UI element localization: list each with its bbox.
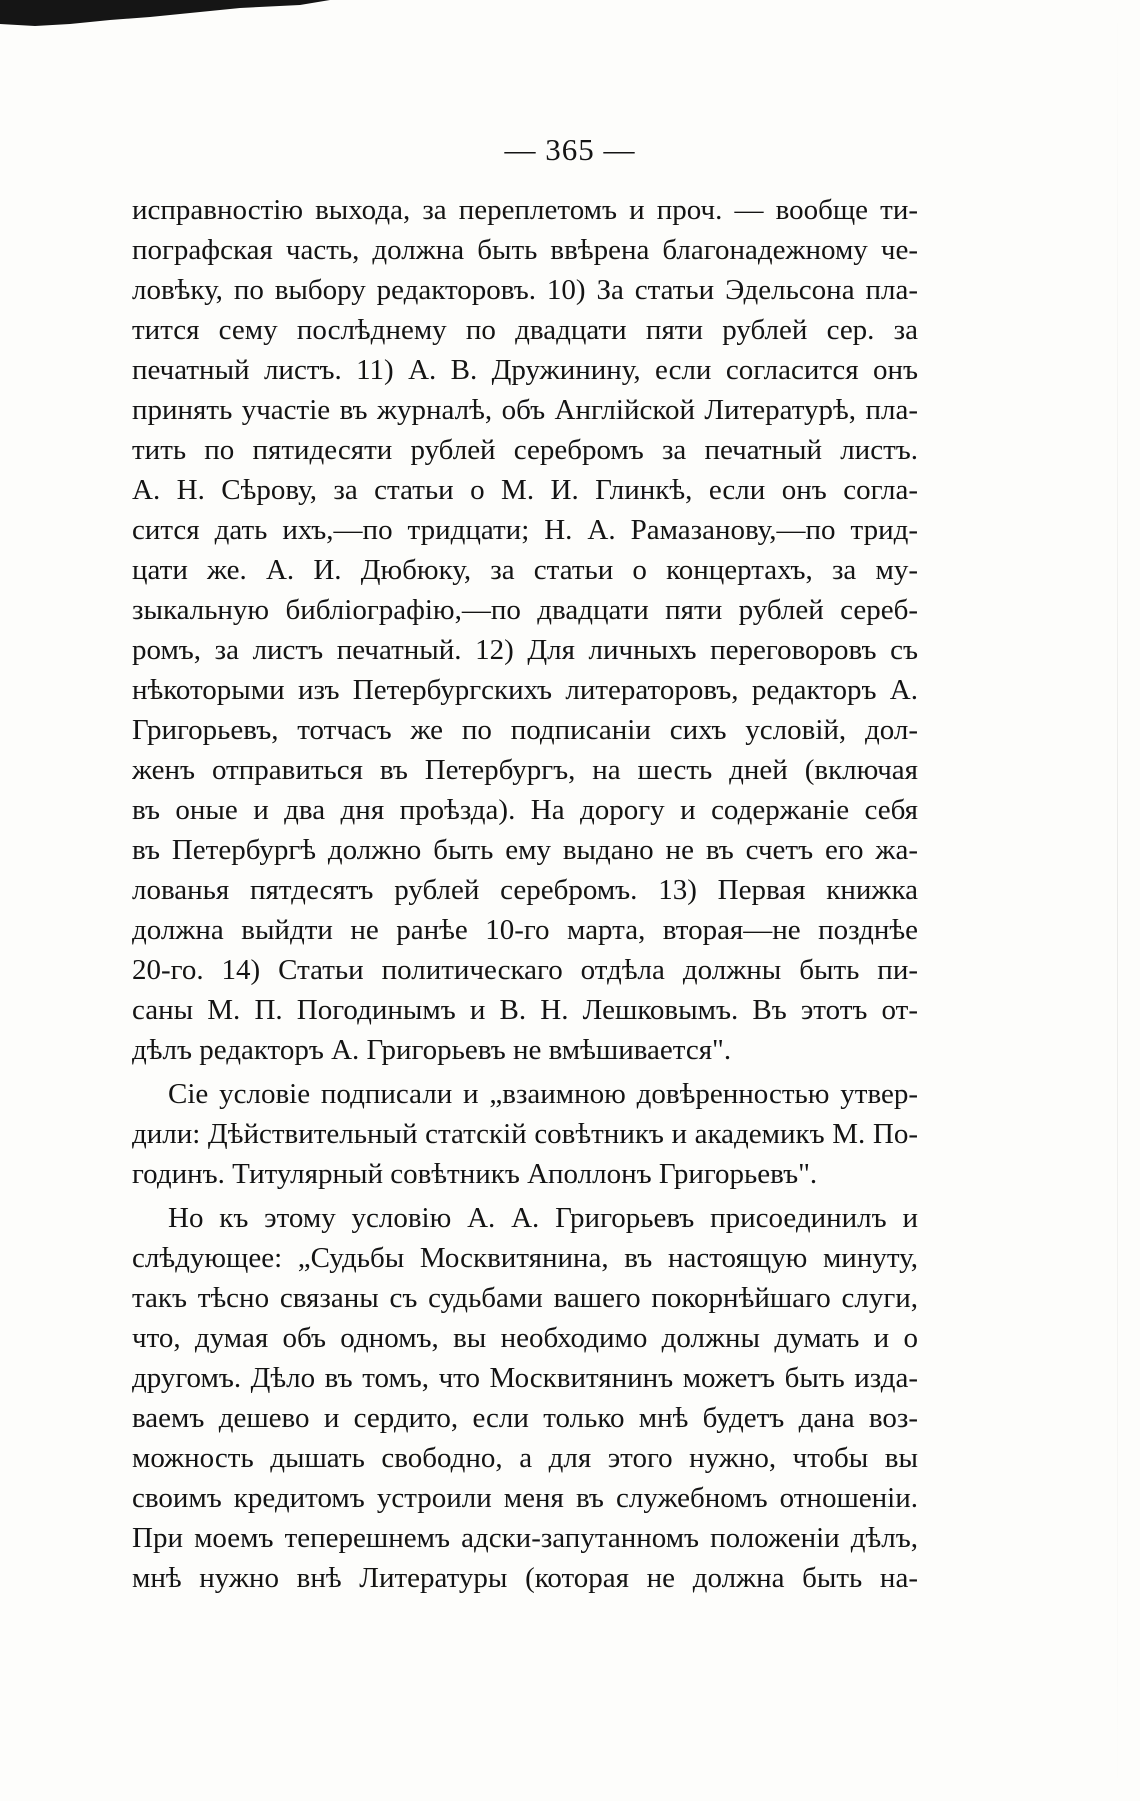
text-line: лованья пятдесятъ рублей серебромъ. 13) Первая книжка	[132, 874, 918, 906]
text-line: печатный листъ. 11) А. В. Дружинину, если согласится онъ	[132, 354, 918, 386]
text-line: исправностію выхода, за переплетомъ и проч. — вообще ти-	[132, 194, 918, 226]
text-line: ромъ, за листъ печатный. 12) Для личныхъ переговоровъ съ	[132, 634, 918, 666]
text-line: женъ отправиться въ Петербургъ, на шесть дней (включая	[132, 754, 918, 786]
page-number: — 365 —	[504, 132, 636, 167]
scan-edge-mark-icon	[0, 0, 330, 26]
text-line: нѣкоторыми изъ Петербургскихъ литераторовъ, редакторъ А.	[132, 674, 918, 706]
text-line: 20-го. 14) Статьи политическаго отдѣла должны быть пи-	[132, 954, 918, 986]
text-line: Но къ этому условію А. А. Григорьевъ присоединилъ и	[168, 1202, 918, 1234]
text-line: тится сему послѣднему по двадцати пяти рублей сер. за	[132, 314, 918, 346]
text-line: тить по пятидесяти рублей серебромъ за печатный листъ.	[132, 434, 918, 466]
text-line: можность дышать свободно, а для этого нужно, чтобы вы	[132, 1442, 918, 1474]
text-line: что, думая объ одномъ, вы необходимо должны думать и о	[132, 1322, 918, 1354]
text-line: въ Петербургѣ должно быть ему выдано не въ счетъ его жа-	[132, 834, 918, 866]
main-text	[132, 190, 918, 1598]
text-line: должна выйдти не ранѣе 10-го марта, вторая—не позднѣе	[132, 914, 918, 946]
text-line: мнѣ нужно внѣ Литературы (которая не должна быть на-	[132, 1562, 918, 1594]
text-line: цати же. А. И. Дюбюку, за статьи о концертахъ, за му-	[132, 554, 918, 586]
text-line: Григорьевъ, тотчасъ же по подписаніи сихъ условій, дол-	[132, 714, 918, 746]
text-line: принять участіе въ журналѣ, объ Англійской Литературѣ, пла-	[132, 394, 918, 426]
text-line: слѣдующее: „Судьбы Москвитянина, въ настоящую минуту,	[132, 1242, 918, 1274]
text-line: ваемъ дешево и сердито, если только мнѣ будетъ дана воз-	[132, 1402, 918, 1434]
text-line: годинъ. Титулярный совѣтникъ Аполлонъ Григорьевъ".	[132, 1158, 818, 1190]
text-line: зыкальную библіографію,—по двадцати пяти рублей сереб-	[132, 594, 918, 626]
text-line: дили: Дѣйствительный статскій совѣтникъ и академикъ М. По-	[132, 1118, 918, 1150]
text-line: сится дать ихъ,—по тридцати; Н. А. Рамазанову,—по трид-	[132, 514, 918, 546]
text-line: ловѣку, по выбору редакторовъ. 10) За статьи Эдельсона пла-	[132, 274, 918, 306]
page-edge-shadow	[1117, 0, 1118, 1801]
text-line: другомъ. Дѣло въ томъ, что Москвитянинъ можетъ быть изда-	[132, 1362, 918, 1394]
text-line: А. Н. Сѣрову, за статьи о М. И. Глинкѣ, если онъ согла-	[132, 474, 918, 506]
text-line: своимъ кредитомъ устроили меня въ служебномъ отношеніи.	[132, 1482, 918, 1514]
text-line: саны М. П. Погодинымъ и В. Н. Лешковымъ. Въ этотъ от-	[132, 994, 918, 1026]
text-line: такъ тѣсно связаны съ судьбами вашего покорнѣйшаго слуги,	[132, 1282, 918, 1314]
text-line: дѣлъ редакторъ А. Григорьевъ не вмѣшивается".	[132, 1034, 732, 1066]
text-line: При моемъ теперешнемъ адски-запутанномъ положеніи дѣлъ,	[132, 1522, 918, 1554]
text-line: въ оные и два дня проѣзда). На дорогу и содержаніе себя	[132, 794, 918, 826]
text-line: Сіе условіе подписали и „взаимною довѣренностью утвер-	[168, 1078, 918, 1110]
text-line: пографская часть, должна быть ввѣрена благонадежному че-	[132, 234, 918, 266]
